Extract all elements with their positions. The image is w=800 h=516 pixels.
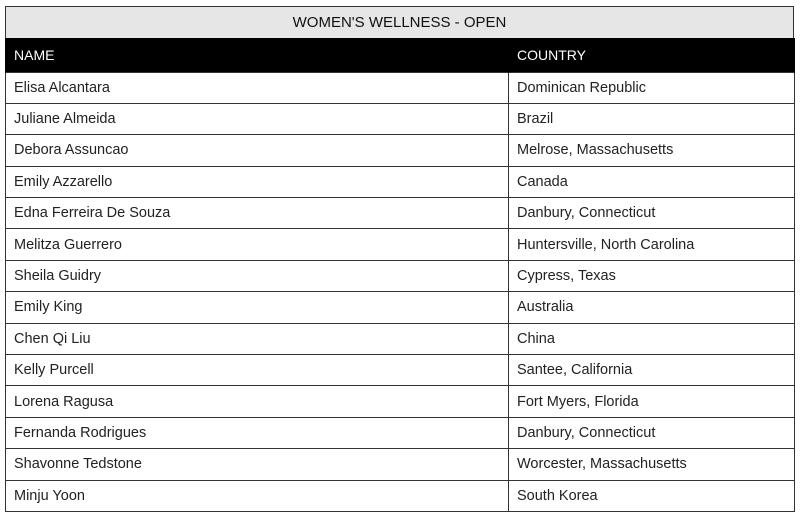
name-cell: Lorena Ragusa bbox=[6, 386, 509, 417]
name-cell: Fernanda Rodrigues bbox=[6, 417, 509, 448]
country-cell: Danbury, Connecticut bbox=[509, 417, 795, 448]
country-cell: Worcester, Massachusetts bbox=[509, 449, 795, 480]
name-cell: Kelly Purcell bbox=[6, 355, 509, 386]
name-cell: Shavonne Tedstone bbox=[6, 449, 509, 480]
country-cell: Santee, California bbox=[509, 355, 795, 386]
name-cell: Minju Yoon bbox=[6, 480, 509, 511]
table-row bbox=[6, 323, 795, 354]
table-title: WOMEN'S WELLNESS - OPEN bbox=[5, 6, 794, 38]
country-cell: Melrose, Massachusetts bbox=[509, 135, 795, 166]
name-cell: Melitza Guerrero bbox=[6, 229, 509, 260]
column-header-name: NAME bbox=[6, 38, 509, 72]
country-cell: Cypress, Texas bbox=[509, 260, 795, 291]
table-row bbox=[6, 260, 795, 291]
country-cell: Australia bbox=[509, 292, 795, 323]
country-cell: Dominican Republic bbox=[509, 72, 795, 103]
table-row bbox=[6, 135, 795, 166]
column-header-country: COUNTRY bbox=[509, 38, 795, 72]
table-row bbox=[6, 292, 795, 323]
table-row bbox=[6, 229, 795, 260]
header-row bbox=[6, 38, 795, 72]
name-cell: Debora Assuncao bbox=[6, 135, 509, 166]
name-cell: Juliane Almeida bbox=[6, 103, 509, 134]
table-row bbox=[6, 166, 795, 197]
country-cell: China bbox=[509, 323, 795, 354]
name-cell: Emily King bbox=[6, 292, 509, 323]
table-row bbox=[6, 72, 795, 103]
table-row bbox=[6, 480, 795, 511]
name-cell: Elisa Alcantara bbox=[6, 72, 509, 103]
country-cell: South Korea bbox=[509, 480, 795, 511]
name-cell: Emily Azzarello bbox=[6, 166, 509, 197]
table-row bbox=[6, 386, 795, 417]
results-table bbox=[5, 38, 795, 512]
table-row bbox=[6, 198, 795, 229]
table-row bbox=[6, 355, 795, 386]
country-cell: Brazil bbox=[509, 103, 795, 134]
name-cell: Edna Ferreira De Souza bbox=[6, 198, 509, 229]
name-cell: Chen Qi Liu bbox=[6, 323, 509, 354]
results-table-container bbox=[5, 6, 794, 512]
table-row bbox=[6, 103, 795, 134]
table-row bbox=[6, 417, 795, 448]
country-cell: Canada bbox=[509, 166, 795, 197]
country-cell: Huntersville, North Carolina bbox=[509, 229, 795, 260]
table-row bbox=[6, 449, 795, 480]
country-cell: Danbury, Connecticut bbox=[509, 198, 795, 229]
country-cell: Fort Myers, Florida bbox=[509, 386, 795, 417]
name-cell: Sheila Guidry bbox=[6, 260, 509, 291]
